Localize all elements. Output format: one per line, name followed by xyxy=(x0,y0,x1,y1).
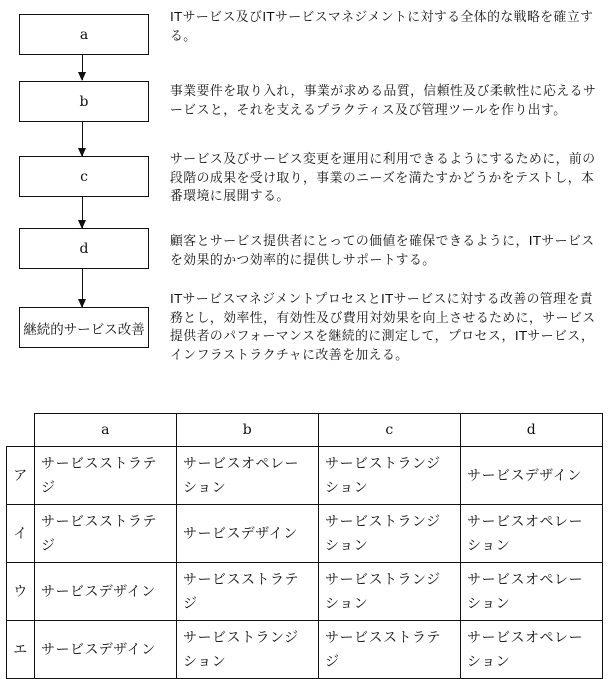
table-header-row xyxy=(7,414,603,447)
flow-box-label: b xyxy=(79,93,89,110)
flow-description-b: 事業要件を取り入れ，事業が求める品質，信頼性及び柔軟性に応えるサービスと，それを支えるプラクティス及び管理ツールを作り出す。 xyxy=(170,84,597,118)
row-label: ア xyxy=(7,447,35,505)
flow-arrow xyxy=(82,197,89,228)
table-cell: サービスデザイン xyxy=(35,563,177,621)
table-cell: サービスオペレーション xyxy=(461,505,603,563)
table-cell: サービスストラテジ xyxy=(177,563,319,621)
table-row xyxy=(7,447,603,505)
flow-box-c xyxy=(19,156,149,197)
flow-arrow xyxy=(82,122,89,156)
flow-box-continual-improvement xyxy=(19,307,149,348)
flow-box-label: d xyxy=(79,240,89,257)
flow-description-d: 顧客とサービス提供者にとっての価値を確保できるように，ITサービスを効果的かつ効率的に提供しサポートする。 xyxy=(170,234,595,268)
table-header-cell: b xyxy=(177,414,319,447)
table-header-cell: a xyxy=(35,414,177,447)
flow-box-d xyxy=(19,228,149,269)
flow-box-b xyxy=(19,81,149,122)
flow-description-a: ITサービス及びITサービスマネジメントに対する全体的な戦略を確立する。 xyxy=(170,10,594,44)
row-label: ウ xyxy=(7,563,35,621)
table-cell: サービスストラテジ xyxy=(35,505,177,563)
table-cell: サービスオペレーション xyxy=(461,621,603,679)
table-cell: サービスオペレーション xyxy=(461,563,603,621)
table-header-cell: c xyxy=(319,414,461,447)
table-row xyxy=(7,621,603,679)
table-cell: サービストランジション xyxy=(319,447,461,505)
row-label: エ xyxy=(7,621,35,679)
table-cell: サービストランジション xyxy=(319,505,461,563)
row-label: イ xyxy=(7,505,35,563)
flow-arrow xyxy=(82,55,89,80)
table-header-cell: d xyxy=(461,414,603,447)
table-cell: サービスストラテジ xyxy=(319,621,461,679)
flow-box-label: a xyxy=(79,26,89,43)
flow-description-continual-improvement: ITサービスマネジメントプロセスとITサービスに対する改善の管理を責務とし，効率性，有効性及び費用対効果を向上させるために，サービス提供者のパフォーマンスを継続的に測定して，プロセス，ITサービス，インフラストラクチャに改善を加える。 xyxy=(170,292,596,363)
flow-box-label: 継続的サービス改善 xyxy=(23,321,145,338)
answer-table xyxy=(6,413,603,679)
flow-box-label: c xyxy=(80,168,88,185)
table-cell: サービスストラテジ xyxy=(35,447,177,505)
table-cell: サービストランジション xyxy=(319,563,461,621)
table-corner xyxy=(7,414,35,447)
table-row xyxy=(7,563,603,621)
table-cell: サービスデザイン xyxy=(177,505,319,563)
table-cell: サービスデザイン xyxy=(35,621,177,679)
table-row xyxy=(7,505,603,563)
table-cell: サービスデザイン xyxy=(461,447,603,505)
table-cell: サービストランジション xyxy=(177,621,319,679)
flow-description-c: サービス及びサービス変更を運用に利用できるようにするために，前の段階の成果を受け取り，事業のニーズを満たすかどうかをテストし，本番環境に展開する。 xyxy=(170,152,596,204)
table-cell: サービスオペレーション xyxy=(177,447,319,505)
flow-arrow xyxy=(82,269,89,307)
flow-box-a xyxy=(19,14,149,55)
